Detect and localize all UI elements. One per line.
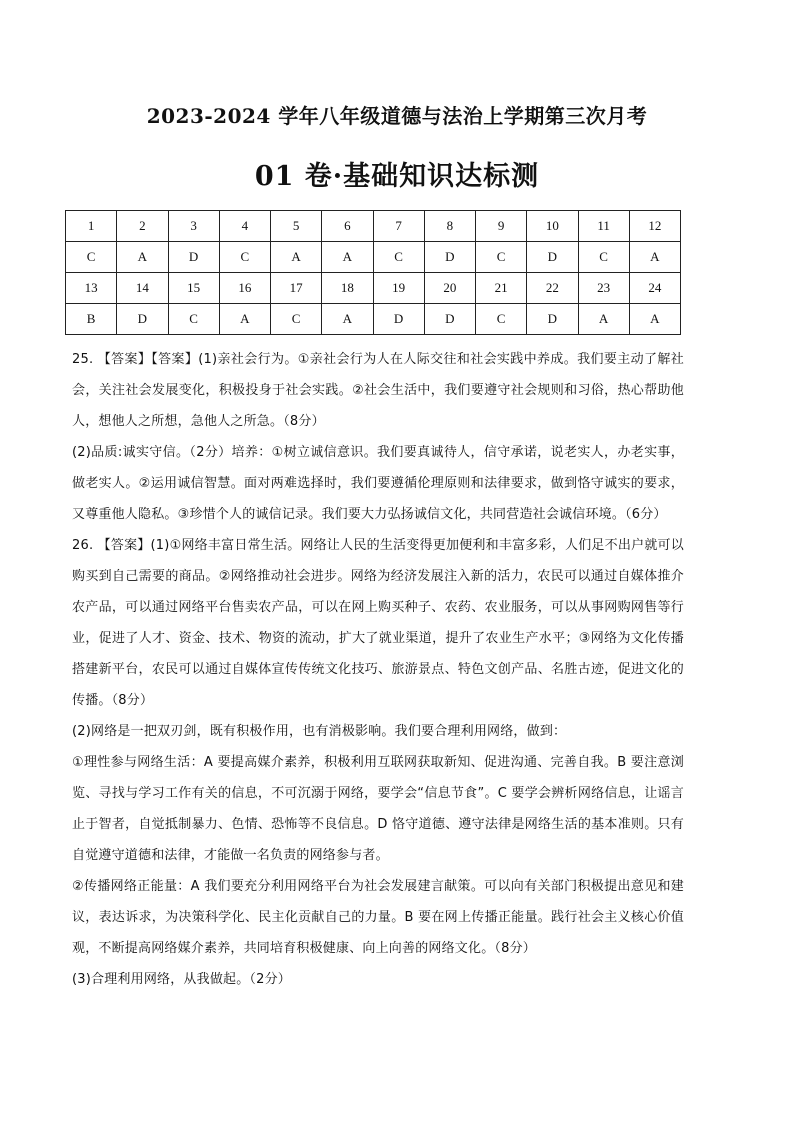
answer-cell: C bbox=[476, 242, 527, 273]
answer-cell: A bbox=[322, 242, 373, 273]
answer-cell: C bbox=[373, 242, 424, 273]
answer-cell: C bbox=[168, 304, 219, 335]
question-number-cell: 7 bbox=[373, 211, 424, 242]
answer-cell: C bbox=[271, 304, 322, 335]
question-number-cell: 16 bbox=[219, 273, 270, 304]
answer-cell: A bbox=[629, 304, 680, 335]
question-number-cell: 8 bbox=[424, 211, 475, 242]
answer-cell: A bbox=[219, 304, 270, 335]
question-number-cell: 2 bbox=[117, 211, 168, 242]
paragraph-26-2-point-2: ②传播网络正能量：A 我们要充分利用网络平台为社会发展建言献策。可以向有关部门积极提出意见和建议，表达诉求，为决策科学化、民主化贡献自己的力量。B 要在网上传播正能量。践行社会主义核心价值观，不断提高网络媒介素养，共同培育积极健康、向上向善的网络文化。（8分） bbox=[72, 879, 684, 956]
question-number-row bbox=[66, 273, 681, 304]
question-number-cell: 14 bbox=[117, 273, 168, 304]
answer-cell: D bbox=[424, 242, 475, 273]
question-number-cell: 22 bbox=[527, 273, 578, 304]
question-number-cell: 10 bbox=[527, 211, 578, 242]
answer-cell: C bbox=[578, 242, 629, 273]
answer-cell: D bbox=[168, 242, 219, 273]
answer-cell: B bbox=[66, 304, 117, 335]
question-number-cell: 3 bbox=[168, 211, 219, 242]
question-number-cell: 9 bbox=[476, 211, 527, 242]
question-number-cell: 12 bbox=[629, 211, 680, 242]
answer-cell: A bbox=[629, 242, 680, 273]
answer-row bbox=[66, 304, 681, 335]
document-title: 2023-2024 学年八年级道德与法治上学期第三次月考 bbox=[146, 104, 648, 128]
question-number-cell: 21 bbox=[476, 273, 527, 304]
question-number-row bbox=[66, 211, 681, 242]
document-subtitle: 01 卷·基础知识达标测 bbox=[254, 161, 540, 192]
question-number-cell: 15 bbox=[168, 273, 219, 304]
answer-row bbox=[66, 242, 681, 273]
question-number-cell: 23 bbox=[578, 273, 629, 304]
question-number-cell: 13 bbox=[66, 273, 117, 304]
answer-key-table bbox=[65, 210, 681, 335]
question-number-cell: 20 bbox=[424, 273, 475, 304]
paragraph-26-3: (3)合理利用网络，从我做起。（2分） bbox=[72, 972, 291, 987]
answer-cell: A bbox=[271, 242, 322, 273]
paragraph-25-2: (2)品质:诚实守信。（2分）培养：①树立诚信意识。我们要真诚待人，信守承诺，说老实人，办老实事，做老实人。②运用诚信智慧。面对两难选择时，我们要遵循伦理原则和法律要求，做到恪守诚实的要求，又尊重他人隐私。③珍惜个人的诚信记录。我们要大力弘扬诚信文化，共同营造社会诚信环境。（6分） bbox=[72, 445, 684, 522]
paragraph-25-1: 25. 【答案】【答案】(1)亲社会行为。①亲社会行为人在人际交往和社会实践中养成。我们要主动了解社会，关注社会发展变化，积极投身于社会实践。②社会生活中，我们要遵守社会规则和习俗，热心帮助他人，想他人之所想，急他人之所急。（8分） bbox=[72, 352, 684, 429]
question-number-cell: 11 bbox=[578, 211, 629, 242]
answer-cell: D bbox=[527, 242, 578, 273]
answer-cell: C bbox=[66, 242, 117, 273]
paragraph-26-2-point-1: ①理性参与网络生活：A 要提高媒介素养，积极利用互联网获取新知、促进沟通、完善自我。B 要注意浏览、寻找与学习工作有关的信息，不可沉溺于网络，要学会“信息节食”。C 要学会辨析网络信息，让谣言止于智者，自觉抵制暴力、色情、恐怖等不良信息。D 恪守道德、遵守法律是网络生活的基本准则。只有自觉遵守道德和法律，才能做一名负责的网络参与者。 bbox=[72, 755, 684, 863]
paragraph-26-2: (2)网络是一把双刃剑，既有积极作用，也有消极影响。我们要合理利用网络，做到： bbox=[72, 724, 567, 739]
answer-explanations bbox=[72, 344, 684, 995]
answer-cell: C bbox=[219, 242, 270, 273]
question-number-cell: 5 bbox=[271, 211, 322, 242]
question-number-cell: 4 bbox=[219, 211, 270, 242]
answer-cell: D bbox=[373, 304, 424, 335]
paragraph-26-1: 26. 【答案】(1)①网络丰富日常生活。网络让人民的生活变得更加便利和丰富多彩，人们足不出户就可以购买到自己需要的商品。②网络推动社会进步。网络为经济发展注入新的活力，农民可以通过自媒体推介农产品，可以通过网络平台售卖农产品，可以在网上购买种子、农药、农业服务，可以从事网购网售等行业，促进了人才、资金、技术、物资的流动，扩大了就业渠道，提升了农业生产水平；③网络为文化传播搭建新平台，农民可以通过自媒体宣传传统文化技巧、旅游景点、特色文创产品、名胜古迹，促进文化的传播。（8分） bbox=[72, 538, 684, 708]
answer-cell: D bbox=[117, 304, 168, 335]
question-number-cell: 1 bbox=[66, 211, 117, 242]
answer-cell: A bbox=[578, 304, 629, 335]
answer-cell: D bbox=[527, 304, 578, 335]
answer-cell: C bbox=[476, 304, 527, 335]
question-number-cell: 17 bbox=[271, 273, 322, 304]
answer-cell: A bbox=[322, 304, 373, 335]
answer-cell: A bbox=[117, 242, 168, 273]
question-number-cell: 24 bbox=[629, 273, 680, 304]
question-number-cell: 6 bbox=[322, 211, 373, 242]
question-number-cell: 19 bbox=[373, 273, 424, 304]
question-number-cell: 18 bbox=[322, 273, 373, 304]
answer-cell: D bbox=[424, 304, 475, 335]
